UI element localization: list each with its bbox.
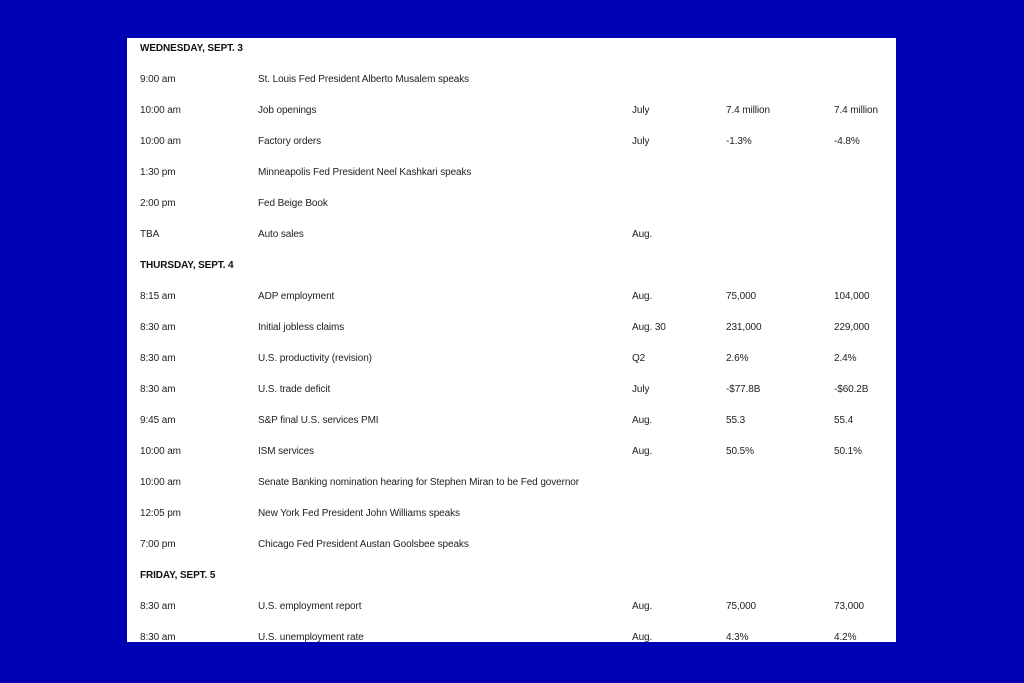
day-header: [127, 38, 896, 69]
time-cell: 7:00 pm: [140, 539, 176, 550]
time-cell: 8:30 am: [140, 322, 176, 333]
forecast-cell: 4.3%: [726, 632, 749, 642]
event-cell: Fed Beige Book: [258, 198, 328, 209]
period-cell: Aug.: [632, 229, 653, 240]
table-row: [127, 379, 896, 410]
period-cell: Aug.: [632, 601, 653, 612]
event-cell: Chicago Fed President Austan Goolsbee speaks: [258, 539, 469, 550]
previous-cell: 50.1%: [834, 446, 862, 457]
day-header-label: WEDNESDAY, SEPT. 3: [140, 43, 243, 54]
time-cell: 10:00 am: [140, 136, 181, 147]
period-cell: Aug. 30: [632, 322, 666, 333]
event-cell: S&P final U.S. services PMI: [258, 415, 379, 426]
forecast-cell: 75,000: [726, 291, 756, 302]
time-cell: 8:15 am: [140, 291, 176, 302]
period-cell: July: [632, 136, 650, 147]
time-cell: 10:00 am: [140, 446, 181, 457]
time-cell: 8:30 am: [140, 384, 176, 395]
forecast-cell: -1.3%: [726, 136, 752, 147]
event-cell: Factory orders: [258, 136, 322, 147]
time-cell: 8:30 am: [140, 601, 176, 612]
table-row: [127, 224, 896, 255]
time-cell: 12:05 pm: [140, 508, 181, 519]
period-cell: Q2: [632, 353, 646, 364]
previous-cell: 4.2%: [834, 632, 857, 642]
time-cell: 2:00 pm: [140, 198, 176, 209]
time-cell: 10:00 am: [140, 477, 181, 488]
previous-cell: 104,000: [834, 291, 870, 302]
day-header: [127, 255, 896, 286]
forecast-cell: 50.5%: [726, 446, 754, 457]
time-cell: 8:30 am: [140, 353, 176, 364]
previous-cell: -4.8%: [834, 136, 860, 147]
forecast-cell: 55.3: [726, 415, 746, 426]
time-cell: 10:00 am: [140, 105, 181, 116]
time-cell: 1:30 pm: [140, 167, 176, 178]
time-cell: 9:00 am: [140, 74, 176, 85]
day-header: [127, 565, 896, 596]
table-row: [127, 131, 896, 162]
event-cell: Minneapolis Fed President Neel Kashkari speaks: [258, 167, 472, 178]
calendar-rows: [127, 38, 896, 642]
period-cell: Aug.: [632, 446, 653, 457]
period-cell: Aug.: [632, 291, 653, 302]
event-cell: Senate Banking nomination hearing for Stephen Miran to be Fed governor: [258, 477, 579, 488]
event-cell: U.S. productivity (revision): [258, 353, 372, 364]
table-row: [127, 100, 896, 131]
table-row: [127, 286, 896, 317]
forecast-cell: 75,000: [726, 601, 756, 612]
time-cell: TBA: [140, 229, 160, 240]
period-cell: Aug.: [632, 632, 653, 642]
forecast-cell: 231,000: [726, 322, 762, 333]
event-cell: U.S. trade deficit: [258, 384, 331, 395]
table-row: [127, 69, 896, 100]
table-row: [127, 317, 896, 348]
previous-cell: 229,000: [834, 322, 870, 333]
period-cell: July: [632, 384, 650, 395]
period-cell: Aug.: [632, 415, 653, 426]
forecast-cell: 2.6%: [726, 353, 749, 364]
time-cell: 9:45 am: [140, 415, 176, 426]
table-row: [127, 534, 896, 565]
event-cell: Auto sales: [258, 229, 304, 240]
previous-cell: -$60.2B: [834, 384, 869, 395]
previous-cell: 55.4: [834, 415, 854, 426]
time-cell: 8:30 am: [140, 632, 176, 642]
event-cell: ISM services: [258, 446, 315, 457]
event-cell: Job openings: [258, 105, 317, 116]
forecast-cell: -$77.8B: [726, 384, 761, 395]
table-row: [127, 441, 896, 472]
table-row: [127, 162, 896, 193]
table-row: [127, 503, 896, 534]
previous-cell: 7.4 million: [834, 105, 878, 116]
period-cell: July: [632, 105, 650, 116]
table-row: [127, 627, 896, 642]
economic-calendar-panel: [127, 38, 896, 642]
event-cell: New York Fed President John Williams speaks: [258, 508, 460, 519]
forecast-cell: 7.4 million: [726, 105, 770, 116]
event-cell: ADP employment: [258, 291, 335, 302]
table-row: [127, 410, 896, 441]
previous-cell: 73,000: [834, 601, 864, 612]
event-cell: Initial jobless claims: [258, 322, 345, 333]
day-header-label: FRIDAY, SEPT. 5: [140, 570, 216, 581]
event-cell: U.S. employment report: [258, 601, 362, 612]
event-cell: St. Louis Fed President Alberto Musalem speaks: [258, 74, 470, 85]
table-row: [127, 596, 896, 627]
table-row: [127, 348, 896, 379]
table-row: [127, 193, 896, 224]
previous-cell: 2.4%: [834, 353, 857, 364]
day-header-label: THURSDAY, SEPT. 4: [140, 260, 234, 271]
table-row: [127, 472, 896, 503]
event-cell: U.S. unemployment rate: [258, 632, 364, 642]
